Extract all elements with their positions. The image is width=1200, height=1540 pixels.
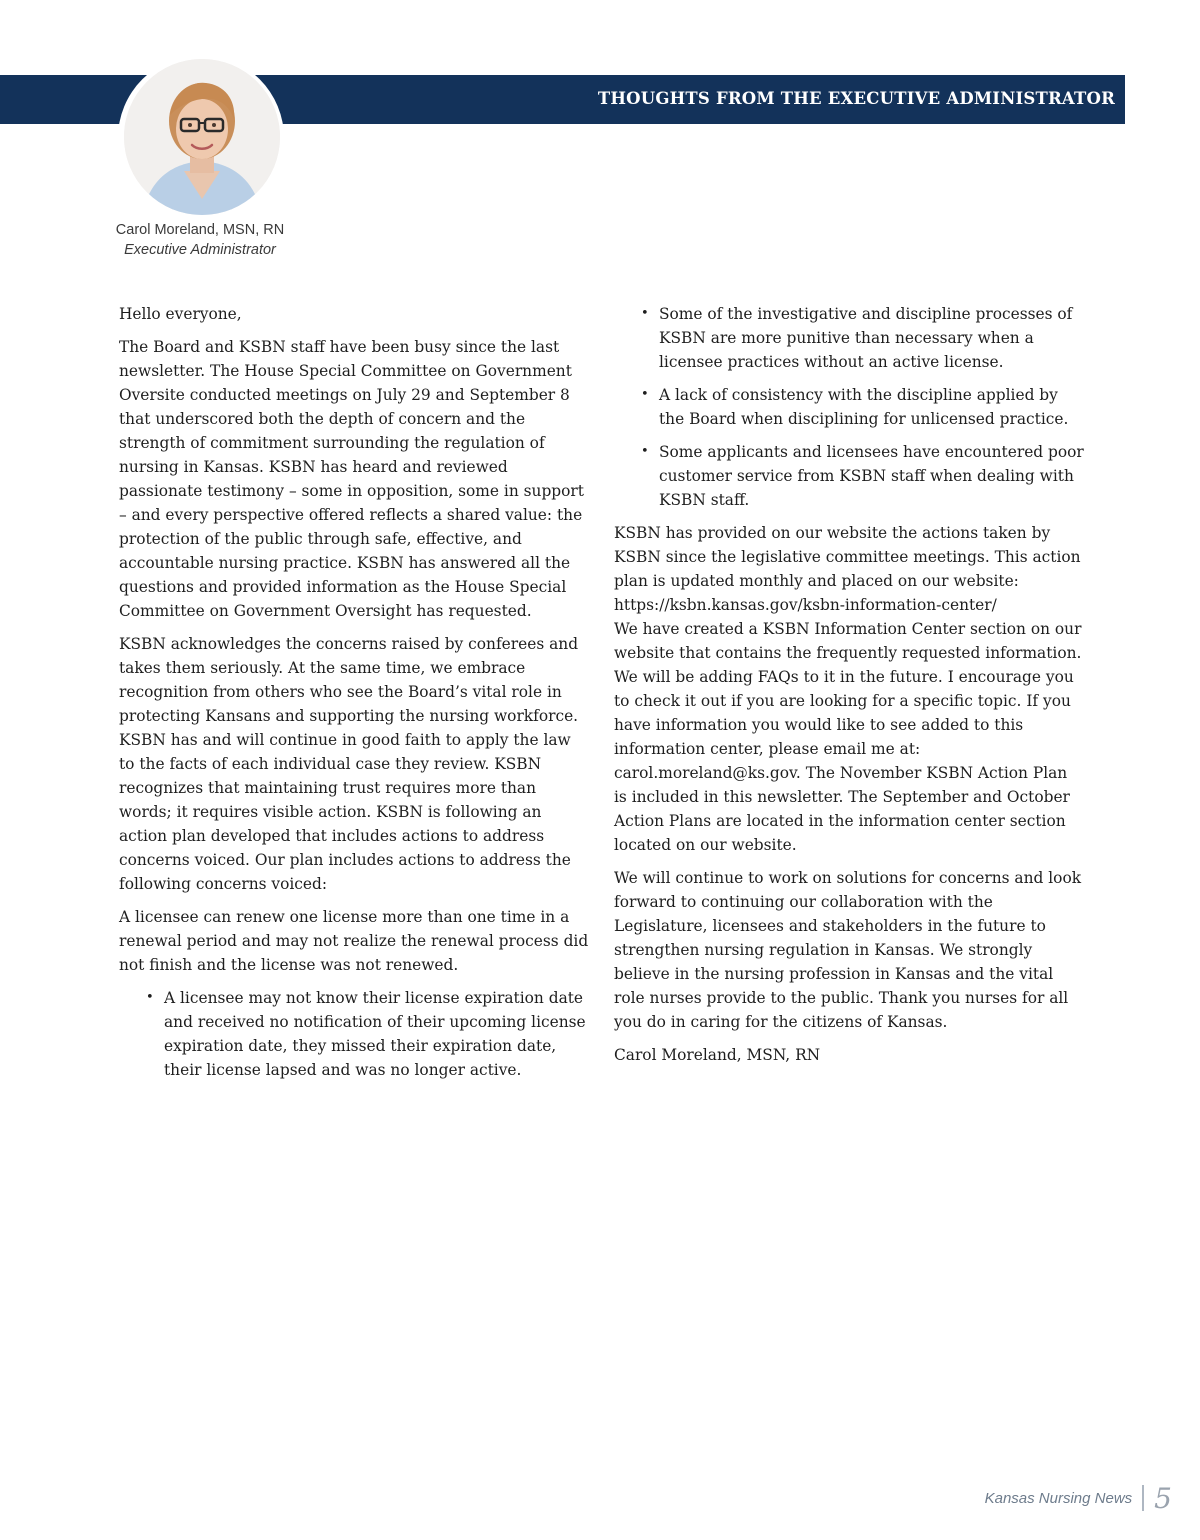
right-column	[614, 302, 1084, 1076]
concern-list	[614, 302, 1084, 512]
paragraph-text: KSBN has provided on our website the actions taken by KSBN since the legislative committee meetings. This action plan is updated monthly and placed on our website:	[614, 524, 1081, 590]
greeting: Hello everyone,	[119, 305, 242, 323]
left-column	[119, 302, 589, 1091]
signature: Carol Moreland, MSN, RN	[614, 1046, 821, 1064]
paragraph: A licensee can renew one license more than one time in a renewal period and may not realize the renewal process did not finish and the license was not renewed.	[119, 908, 589, 974]
list-item	[641, 302, 1084, 374]
paragraph: The Board and KSBN staff have been busy since the last newsletter. The House Special Committee on Government Oversite conducted meetings on July 29 and September 8 that underscored both the depth of concern and the strength of commitment surrounding the regulation of nursing in Kansas. KSBN has heard and reviewed passionate testimony – some in opposition, some in support – and every perspective offered reflects a shared value: the protection of the public through safe, effective, and accountable nursing practice. KSBN has answered all the questions and provided information as the House Special Committee on Government Oversight has requested.	[119, 338, 584, 620]
paragraph	[614, 521, 1084, 617]
footer-divider	[1142, 1485, 1144, 1511]
list-item-text: A licensee may not know their license expiration date and received no notification of their upcoming license expiration date, they missed their expiration date, their license lapsed and was no longer active.	[164, 989, 586, 1079]
page-number: 5	[1154, 1481, 1172, 1515]
list-item	[641, 383, 1084, 431]
list-item-text: Some applicants and licensees have encountered poor customer service from KSBN staff when dealing with KSBN staff.	[659, 443, 1084, 509]
bullet-icon: •	[146, 990, 154, 1005]
author-portrait-icon	[124, 59, 280, 215]
website-link[interactable]: https://ksbn.kansas.gov/ksbn-information-center/	[614, 596, 997, 614]
paragraph: We will continue to work on solutions for concerns and look forward to continuing our collaboration with the Legislature, licensees and stakeholders in the future to strengthen nursing regulation in Kansas. We strongly believe in the nursing profession in Kansas and the vital role nurses provide to the public. Thank you nurses for all you do in caring for the citizens of Kansas.	[614, 869, 1082, 1031]
paragraph: We have created a KSBN Information Center section on our website that contains the frequently requested information. We will be adding FAQs to it in the future. I encourage you to check it out if you are looking for a specific topic. If you have information you would like to see added to this information center, please email me at: carol.moreland@ks.gov. The November KSBN Action Plan is included in this newsletter. The September and October Action Plans are located in the information center section located on our website.	[614, 620, 1082, 854]
publication-name: Kansas Nursing News	[984, 1489, 1133, 1507]
section-title: THOUGHTS FROM THE EXECUTIVE ADMINISTRATOR	[597, 89, 1115, 108]
bullet-icon: •	[641, 444, 649, 459]
author-title: Executive Administrator	[124, 242, 276, 258]
page-footer	[985, 1478, 1172, 1518]
concern-list	[119, 986, 589, 1082]
list-item	[641, 440, 1084, 512]
portrait-photo	[124, 59, 280, 215]
paragraph: KSBN acknowledges the concerns raised by conferees and takes them seriously. At the same time, we embrace recognition from others who see the Board’s vital role in protecting Kansans and supporting the nursing workforce. KSBN has and will continue in good faith to apply the law to the facts of each individual case they review. KSBN recognizes that maintaining trust requires more than words; it requires visible action. KSBN is following an action plan developed that includes actions to address concerns voiced. Our plan includes actions to address the following concerns voiced:	[119, 635, 579, 893]
list-item-text: Some of the investigative and discipline processes of KSBN are more punitive than necessary when a licensee practices without an active license.	[659, 305, 1073, 371]
list-item	[146, 986, 589, 1082]
author-name: Carol Moreland, MSN, RN	[115, 222, 285, 238]
bullet-icon: •	[641, 387, 649, 402]
list-item-text: A lack of consistency with the discipline applied by the Board when disciplining for unlicensed practice.	[659, 386, 1069, 428]
bullet-icon: •	[641, 306, 649, 321]
